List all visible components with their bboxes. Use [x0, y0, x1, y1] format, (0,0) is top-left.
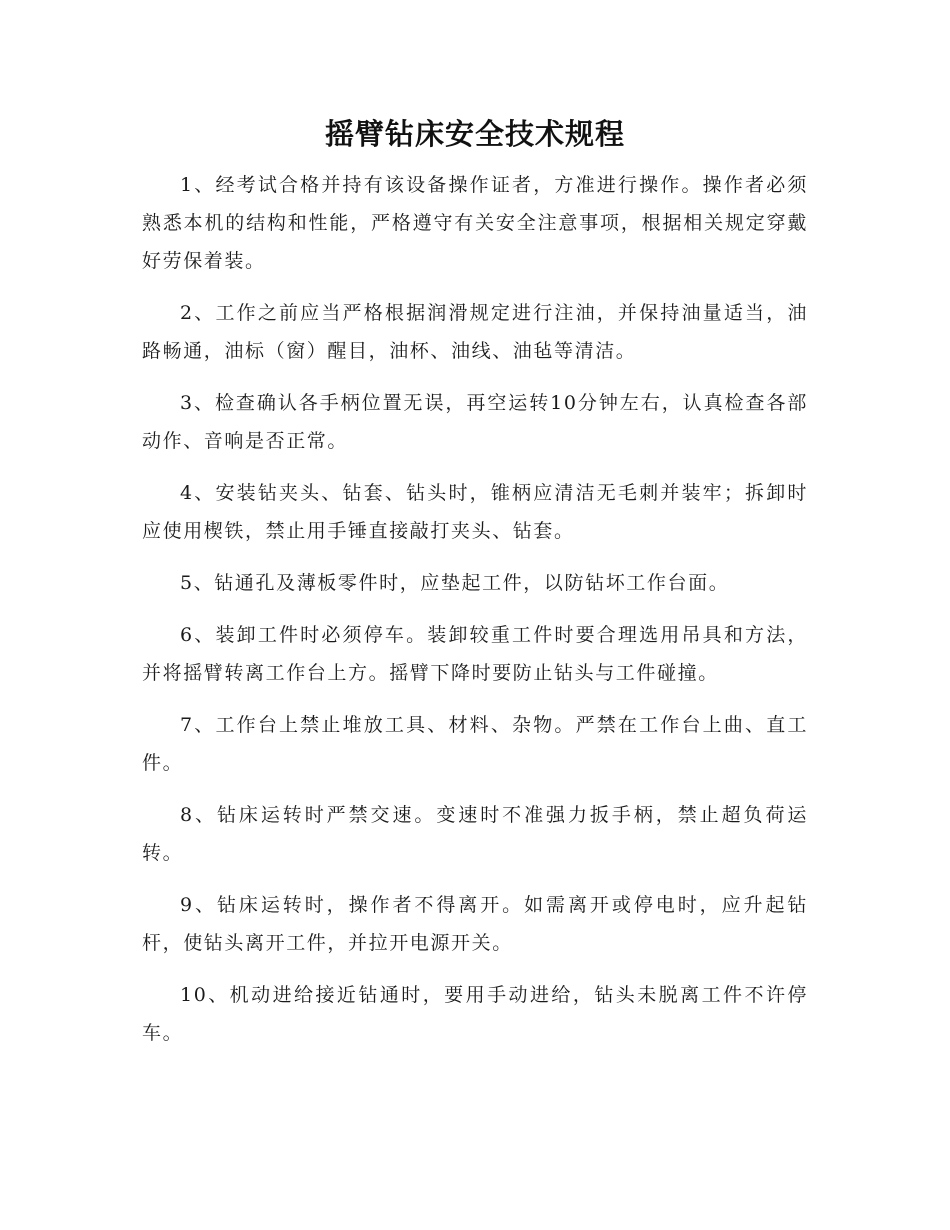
paragraph-3: 3、检查确认各手柄位置无误，再空运转10分钟左右，认真检查各部动作、音响是否正常。	[142, 392, 808, 452]
paragraph-5: 5、钻通孔及薄板零件时，应垫起工件，以防钻坏工作台面。	[180, 572, 730, 594]
paragraph-4: 4、安装钻夹头、钻套、钻头时，锥柄应清洁无毛刺并装牢；拆卸时应使用楔铁，禁止用手锤直接敲打夹头、钻套。	[142, 482, 808, 542]
document-body	[142, 166, 808, 1052]
paragraph-8: 8、钻床运转时严禁交速。变速时不准强力扳手柄，禁止超负荷运转。	[142, 804, 808, 864]
paragraph-1: 1、经考试合格并持有该设备操作证者，方准进行操作。操作者必须熟悉本机的结构和性能，严格遵守有关安全注意事项，根据相关规定穿戴好劳保着装。	[142, 174, 808, 272]
paragraph-10: 10、机动进给接近钻通时，要用手动进给，钻头未脱离工件不许停车。	[142, 984, 808, 1044]
paragraph-9: 9、钻床运转时，操作者不得离开。如需离开或停电时，应升起钻杆，使钻头离开工件，并拉开电源开关。	[142, 894, 808, 954]
paragraph-6: 6、装卸工件时必须停车。装卸较重工件时要合理选用吊具和方法，并将摇臂转离工作台上方。摇臂下降时要防止钻头与工件碰撞。	[142, 624, 808, 684]
paragraph-7: 7、工作台上禁止堆放工具、材料、杂物。严禁在工作台上曲、直工件。	[142, 714, 808, 774]
document-title: 摇臂钻床安全技术规程	[324, 117, 625, 151]
paragraph-2: 2、工作之前应当严格根据润滑规定进行注油，并保持油量适当，油路畅通，油标（窗）醒目，油杯、油线、油毡等清洁。	[142, 302, 808, 362]
